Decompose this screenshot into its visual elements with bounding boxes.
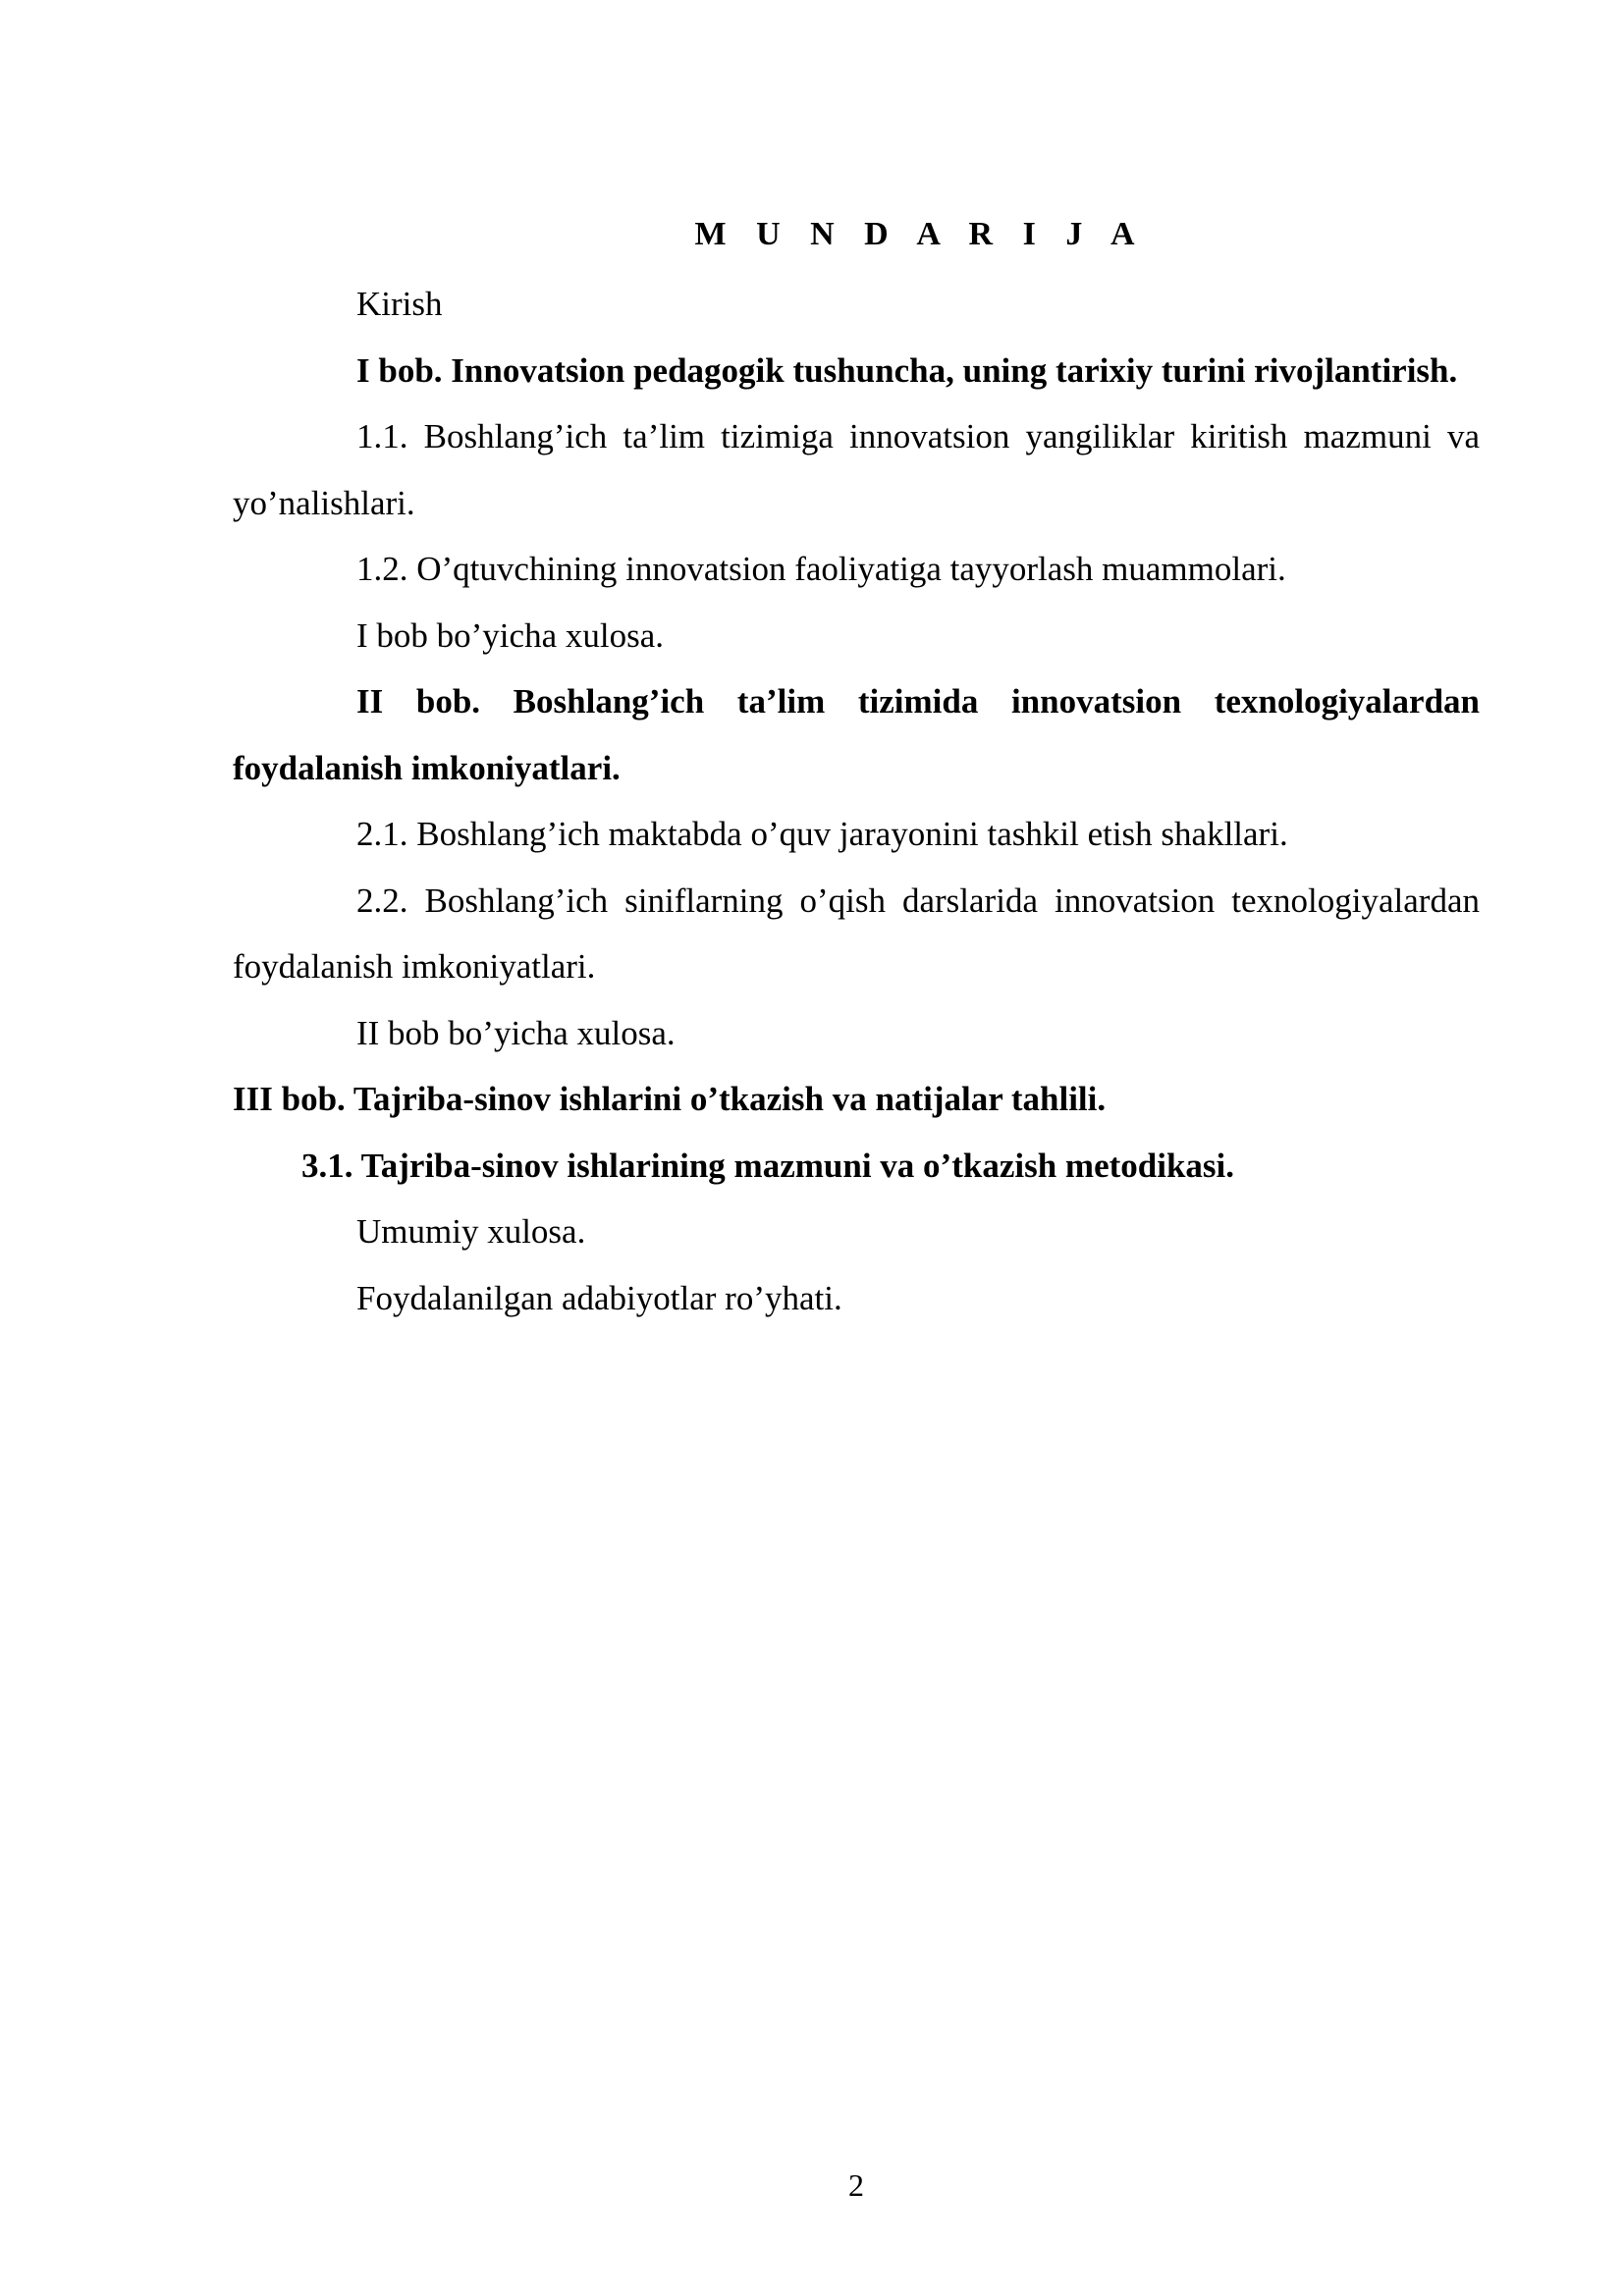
- toc-section-3-1: 3.1. Tajriba-sinov ishlarining mazmuni va o’tkazish metodikasi.: [301, 1146, 1235, 1185]
- toc-chapter-2-conclusion: II bob bo’yicha xulosa.: [356, 1013, 676, 1052]
- toc-general-conclusion: Umumiy xulosa.: [356, 1212, 586, 1251]
- toc-entry-introduction: Kirish: [356, 285, 443, 323]
- toc-bibliography: Foydalanilgan adabiyotlar ro’yhati.: [356, 1278, 842, 1317]
- toc-section-1-2: 1.2. O’qtuvchining innovatsion faoliyatiga tayyorlash muammolari.: [356, 550, 1286, 588]
- page-title: M U N D A R I J A: [694, 216, 1146, 252]
- toc-section-1-1: 1.1. Boshlang’ich ta’lim tizimiga innovatsion yangiliklar kiritish mazmuni va yo’nalishlari.: [233, 417, 1480, 522]
- page-number: 2: [848, 2167, 864, 2203]
- toc-section-2-2: 2.2. Boshlang’ich siniflarning o’qish darslarida innovatsion texnologiyalardan foydalanish imkoniyatlari.: [233, 881, 1480, 986]
- toc-chapter-1-conclusion: I bob bo’yicha xulosa.: [356, 615, 664, 655]
- toc-chapter-3: III bob. Tajriba-sinov ishlarini o’tkazish va natijalar tahlili.: [233, 1080, 1107, 1118]
- toc-section-2-1: 2.1. Boshlang’ich maktabda o’quv jarayonini tashkil etish shakllari.: [356, 815, 1288, 853]
- toc-chapter-2: II bob. Boshlang’ich ta’lim tizimida innovatsion texnologiyalardan foydalanish imkoniyatlari.: [233, 682, 1480, 787]
- toc-chapter-1: I bob. Innovatsion pedagogik tushuncha, uning tarixiy turini rivojlantirish.: [356, 350, 1458, 390]
- table-of-contents: [233, 271, 1480, 1331]
